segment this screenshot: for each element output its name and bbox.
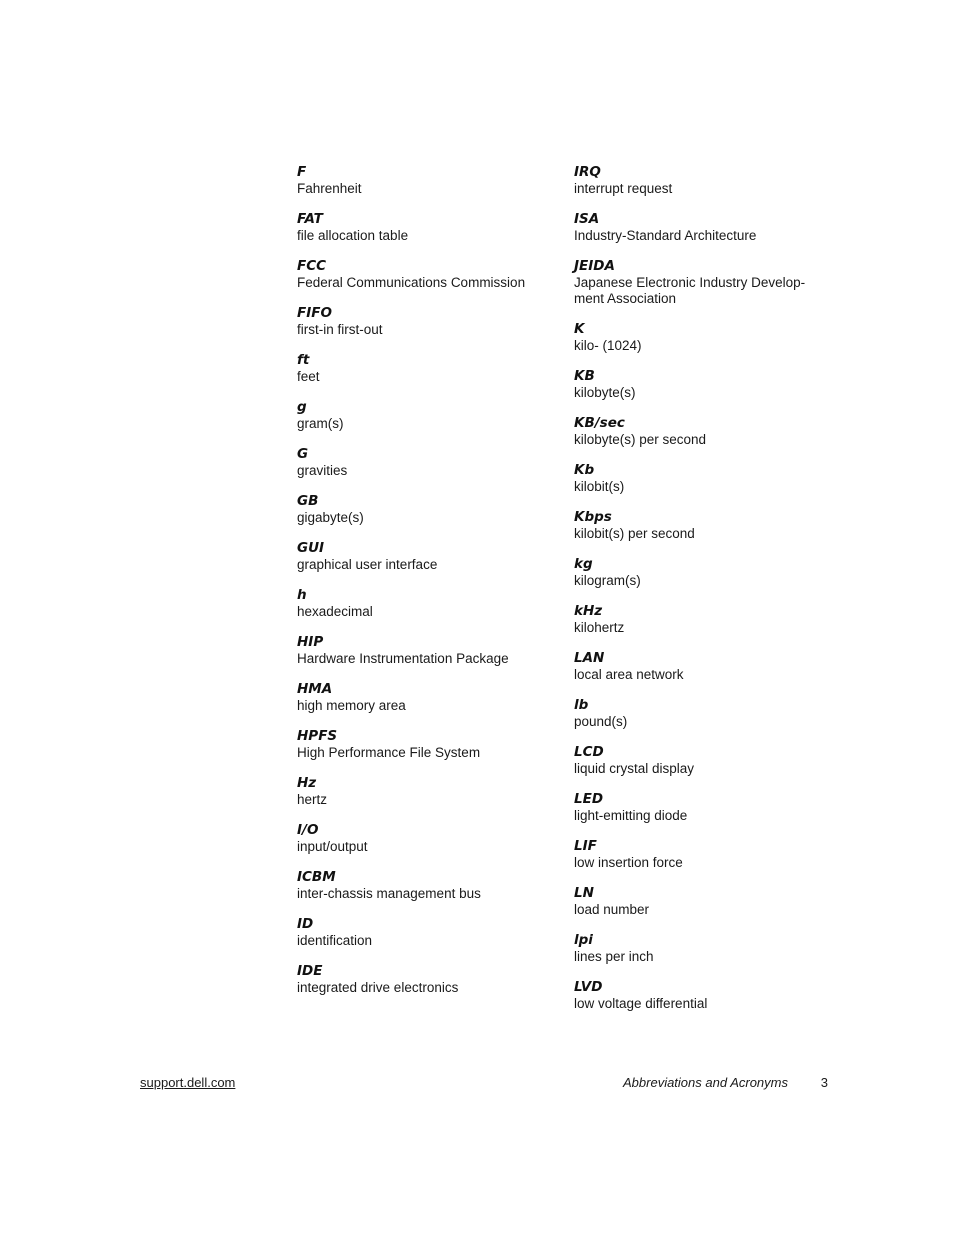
glossary-definition: light-emitting diode: [574, 808, 688, 823]
glossary-definition: feet: [297, 369, 320, 384]
glossary-definition: kilo- (1024): [574, 338, 642, 353]
glossary-definition: pound(s): [574, 714, 628, 729]
glossary-entry: [574, 837, 836, 871]
glossary-term: LIF: [574, 838, 597, 854]
glossary-definition: hertz: [297, 792, 328, 807]
glossary-term: lpi: [574, 932, 593, 948]
glossary-term: LAN: [574, 650, 605, 666]
glossary-definition: kilobit(s): [574, 479, 625, 494]
glossary-definition: kilobyte(s) per second: [574, 432, 707, 447]
glossary-term: FIFO: [297, 305, 332, 321]
glossary-definition: gravities: [297, 463, 348, 478]
glossary-definition: identification: [297, 933, 373, 948]
glossary-entry: [574, 978, 836, 1012]
glossary-definition: Federal Communications Commission: [297, 275, 526, 290]
glossary-entry: [297, 962, 559, 996]
glossary-term: HIP: [297, 634, 324, 650]
glossary-definition: low voltage differential: [574, 996, 708, 1011]
glossary-definition: Japanese Electronic Industry Develop- ment Association: [574, 275, 806, 306]
glossary-definition: kilobit(s) per second: [574, 526, 695, 541]
glossary-entry: [297, 351, 559, 385]
glossary-definition: interrupt request: [574, 181, 673, 196]
glossary-entry: [297, 539, 559, 573]
glossary-entry: [297, 680, 559, 714]
glossary-term: KB/sec: [574, 415, 625, 431]
glossary-entry: [574, 884, 836, 918]
footer-section-title: Abbreviations and Acronyms: [623, 1075, 788, 1090]
glossary-entry: [574, 508, 836, 542]
glossary-term: GB: [297, 493, 319, 509]
glossary-entry: [297, 398, 559, 432]
glossary-term: Kbps: [574, 509, 612, 525]
glossary-column-right: [574, 163, 836, 1025]
glossary-definition: Hardware Instrumentation Package: [297, 651, 509, 666]
glossary-definition: graphical user interface: [297, 557, 438, 572]
glossary-definition: input/output: [297, 839, 368, 854]
glossary-definition: High Performance File System: [297, 745, 481, 760]
glossary-entry: [297, 774, 559, 808]
glossary-term: KB: [574, 368, 595, 384]
glossary-entry: [297, 821, 559, 855]
glossary-entry: [574, 163, 836, 197]
glossary-term: HPFS: [297, 728, 338, 744]
glossary-term: LED: [574, 791, 604, 807]
glossary-definition: Industry-Standard Architecture: [574, 228, 757, 243]
glossary-term: LN: [574, 885, 594, 901]
glossary-entry: [297, 257, 559, 291]
glossary-entry: [297, 492, 559, 526]
glossary-entry: [297, 633, 559, 667]
glossary-entry: [297, 445, 559, 479]
glossary-definition: gram(s): [297, 416, 344, 431]
glossary-term: LVD: [574, 979, 603, 995]
glossary-term: G: [297, 446, 309, 462]
glossary-term: I/O: [297, 822, 319, 838]
glossary-definition: kilogram(s): [574, 573, 641, 588]
glossary-entry: [574, 696, 836, 730]
glossary-entry: [574, 461, 836, 495]
glossary-entry: [297, 586, 559, 620]
glossary-entry: [574, 414, 836, 448]
glossary-definition: kilobyte(s): [574, 385, 636, 400]
glossary-term: Kb: [574, 462, 595, 478]
glossary-term: lb: [574, 697, 589, 713]
glossary-term: F: [297, 164, 307, 180]
glossary-term: kg: [574, 556, 593, 572]
glossary-term: ISA: [574, 211, 600, 227]
glossary-term: kHz: [574, 603, 603, 619]
glossary-definition: integrated drive electronics: [297, 980, 459, 995]
glossary-term: GUI: [297, 540, 325, 556]
glossary-term: FAT: [297, 211, 323, 227]
glossary-definition: lines per inch: [574, 949, 654, 964]
glossary-entry: [297, 915, 559, 949]
glossary-entry: [574, 602, 836, 636]
glossary-definition: inter-chassis management bus: [297, 886, 481, 901]
glossary-term: IRQ: [574, 164, 601, 180]
glossary-entry: [574, 649, 836, 683]
glossary-entry: [574, 257, 836, 307]
glossary-term: ICBM: [297, 869, 336, 885]
glossary-term: ft: [297, 352, 310, 368]
glossary-entry: [297, 163, 559, 197]
glossary-term: h: [297, 587, 307, 603]
glossary-entry: [574, 555, 836, 589]
glossary-term: HMA: [297, 681, 333, 697]
glossary-entry: [297, 304, 559, 338]
glossary-entry: [297, 210, 559, 244]
glossary-definition: high memory area: [297, 698, 406, 713]
glossary-entry: [574, 743, 836, 777]
glossary-term: JEIDA: [574, 258, 615, 274]
glossary-term: K: [574, 321, 585, 337]
glossary-definition: file allocation table: [297, 228, 409, 243]
footer-support-link[interactable]: support.dell.com: [140, 1075, 236, 1090]
glossary-column-left: [297, 163, 559, 1009]
glossary-definition: Fahrenheit: [297, 181, 362, 196]
glossary-definition: hexadecimal: [297, 604, 373, 619]
glossary-entry: [574, 210, 836, 244]
glossary-definition: low insertion force: [574, 855, 683, 870]
glossary-term: Hz: [297, 775, 317, 791]
glossary-entry: [297, 868, 559, 902]
glossary-entry: [297, 727, 559, 761]
glossary-definition: kilohertz: [574, 620, 625, 635]
glossary-definition: liquid crystal display: [574, 761, 695, 776]
glossary-definition: gigabyte(s): [297, 510, 364, 525]
glossary-term: g: [297, 399, 307, 415]
glossary-definition: first-in first-out: [297, 322, 383, 337]
glossary-term: IDE: [297, 963, 323, 979]
glossary-term: LCD: [574, 744, 604, 760]
glossary-term: ID: [297, 916, 314, 932]
glossary-term: FCC: [297, 258, 327, 274]
glossary-entry: [574, 367, 836, 401]
glossary-definition: local area network: [574, 667, 684, 682]
glossary-entry: [574, 790, 836, 824]
page-number: 3: [820, 1075, 828, 1090]
glossary-entry: [574, 931, 836, 965]
glossary-definition: load number: [574, 902, 650, 917]
glossary-entry: [574, 320, 836, 354]
